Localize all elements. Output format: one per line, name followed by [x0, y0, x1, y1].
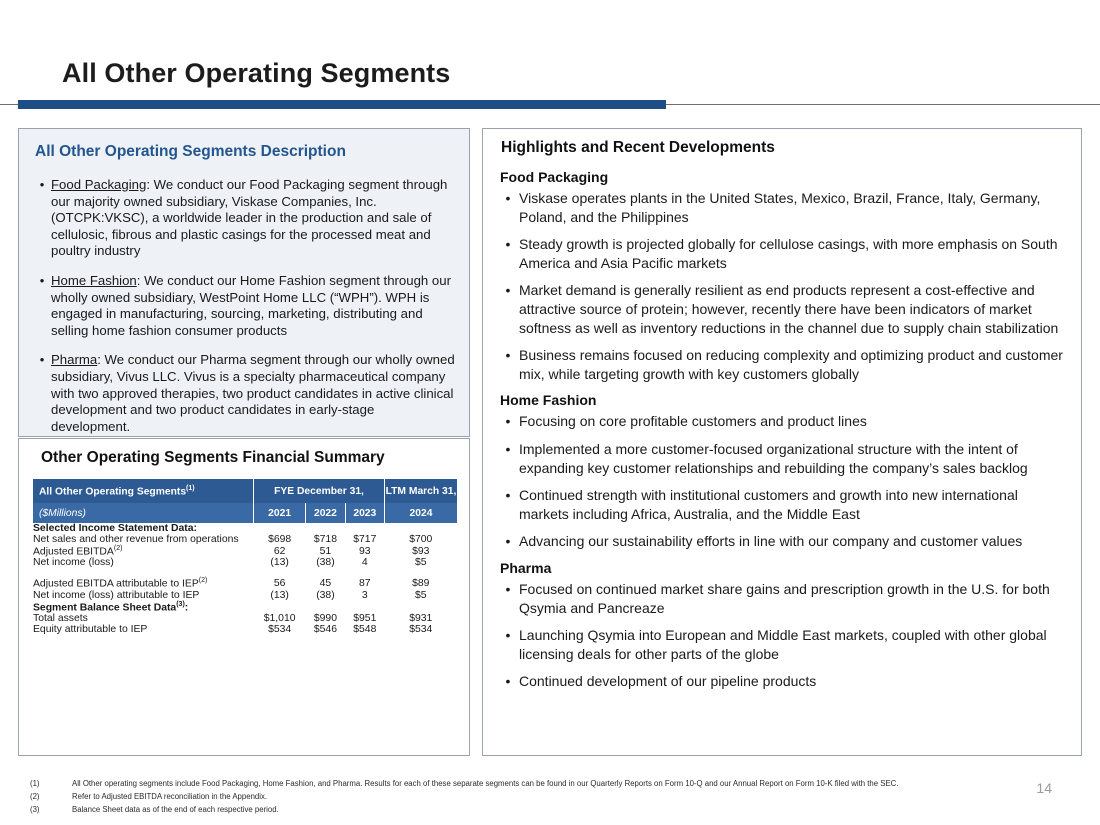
bullet-dot-icon: •: [505, 413, 511, 430]
table-cell-value: 62: [273, 545, 286, 557]
table-cell-value: $698: [268, 534, 292, 545]
table-cell-value: (13): [270, 589, 289, 601]
table-section-row: [33, 601, 457, 613]
bullet-dot-icon: •: [505, 533, 511, 550]
bullet-dot-icon: •: [39, 352, 45, 368]
description-bullet-lead: Home Fashion: [51, 272, 137, 288]
table-cell-ltm-value: $700: [409, 534, 433, 545]
bullet-dot-icon: •: [505, 673, 511, 690]
table-cell-value: 45: [319, 578, 332, 590]
table-cell-value: [345, 568, 384, 577]
title-accent-bar: [18, 100, 666, 109]
highlights-bullet: [497, 580, 1075, 617]
description-bullet-lead: Food Packaging: [51, 177, 147, 192]
table-cell-value: 51: [319, 545, 332, 557]
header-year-2022: 2022: [306, 503, 345, 523]
highlights-heading: Highlights and Recent Developments: [501, 139, 775, 156]
table-cell-ltm-value: $5: [414, 557, 427, 569]
table-row-label: Net sales and other revenue from operations: [33, 534, 239, 545]
table-row: [33, 613, 457, 624]
bullet-dot-icon: •: [505, 487, 511, 504]
highlights-bullet-text: Implemented a more customer-focused organizational structure with the intent of expanding key customer relationships and rebuilding the company’s sales backlog: [519, 440, 1028, 476]
highlights-subheading: Food Packaging: [500, 169, 609, 185]
header-year-ltm-2024: 2024: [385, 503, 458, 523]
table-cell-value: [306, 568, 345, 577]
table-row: [33, 624, 457, 635]
table-section-title: Segment Balance Sheet Data$^{(3)}$:: [33, 600, 189, 614]
header-fye-group: FYE December 31,: [254, 479, 385, 503]
highlights-bullet: [497, 486, 1075, 523]
table-head: [33, 479, 457, 523]
highlights-bullet-text: Advancing our sustainability efforts in line with our company and customer values: [519, 533, 1023, 550]
page-number: 14: [1036, 780, 1052, 796]
financial-summary-panel: [18, 438, 470, 756]
table-cell-value: (38): [316, 557, 335, 569]
highlights-bullet: [497, 440, 1075, 477]
description-bullet: [33, 352, 457, 435]
highlights-content: [497, 165, 1075, 700]
highlights-bullet-text: Focused on continued market share gains and prescription growth in the U.S. for both Qsymia and Pancreaze: [519, 580, 1050, 616]
header-year-2021: 2021: [254, 503, 306, 523]
footnote-2-text: Refer to Adjusted EBITDA reconciliation in the Appendix.: [72, 792, 268, 801]
footnote-3: [30, 804, 1070, 816]
table-cell-value: 4: [361, 557, 368, 569]
table-cell-ltm-value: [385, 568, 458, 577]
description-bullet-lead: Pharma: [51, 352, 98, 368]
table-body: [33, 523, 457, 635]
table-cell-value: [254, 568, 306, 577]
table-row-label: [33, 568, 254, 577]
table-row: [33, 545, 457, 557]
table-section-row: [33, 523, 457, 534]
table-row: [33, 577, 457, 589]
table-header-row-2: [33, 503, 457, 523]
page-title: All Other Operating Segments: [62, 58, 451, 88]
table-row-label: Net income (loss): [33, 557, 114, 569]
bullet-dot-icon: •: [505, 190, 511, 206]
bullet-dot-icon: •: [505, 627, 511, 644]
header-year-2023: 2023: [345, 503, 384, 523]
table-row-label: Adjusted EBITDA attributable to IEP$^{(2)}$: [33, 577, 208, 590]
description-bullet-body: : We conduct our Pharma segment through our wholly owned subsidiary, Vivus LLC. Vivus is a specialty pharmaceutical company with two approved therapies, two product candidates in active clinical development and two product candidates in early-stage development.: [51, 352, 455, 434]
table-cell-ltm-value: $93: [412, 545, 430, 557]
footnote-1-text: All Other operating segments include Food Packaging, Home Fashion, and Pharma. Results for each of these separate segments can be found in our Quarterly Reports on Form 10-Q and our Annual Report on Form 10-K filed with the SEC.: [72, 779, 899, 788]
header-ltm-group: LTM March 31,: [385, 479, 458, 503]
description-panel: [18, 128, 470, 437]
highlights-bullet-text: Continued strength with institutional customers and growth into new international markets including Africa, Australia, and the Middle East: [519, 487, 1018, 522]
footnote-2-marker: (2): [30, 792, 40, 801]
table-cell-ltm-value: $931: [409, 613, 433, 625]
table-header-row-1: [33, 479, 457, 503]
table-cell-value: $534: [268, 624, 292, 636]
table-cell-value: 56: [273, 578, 286, 590]
bullet-dot-icon: •: [39, 272, 45, 288]
table-cell-value: 87: [359, 578, 371, 590]
table-cell-value: 3: [361, 589, 368, 601]
table-cell-value: $718: [313, 534, 337, 545]
table-cell-value: 93: [359, 545, 371, 557]
table-cell-value: $951: [353, 613, 377, 625]
table-cell-value: $546: [313, 624, 337, 636]
highlights-bullet-text: Steady growth is projected globally for cellulose casings, with more emphasis on South America and Asia Pacific markets: [519, 236, 1058, 271]
highlights-panel: [482, 128, 1082, 756]
bullet-dot-icon: •: [505, 236, 511, 253]
description-bullet-list: [33, 177, 457, 448]
highlights-bullet: [497, 346, 1075, 383]
table-row-label: Total assets: [33, 613, 88, 625]
footnote-1: [30, 778, 1070, 790]
highlights-bullet-text: Market demand is generally resilient as end products represent a cost-effective and attractive source of protein; however, recently there have been indicators of market softness as well as inventory reductions in the channel due to supply chain stabilization: [519, 282, 1059, 336]
highlights-bullet: [497, 672, 1075, 691]
table-row: [33, 557, 457, 568]
footnote-3-text: Balance Sheet data as of the end of each respective period.: [72, 805, 279, 814]
bullet-dot-icon: •: [505, 440, 511, 457]
table-cell-ltm-value: $534: [409, 624, 433, 636]
bullet-dot-icon: •: [39, 177, 45, 192]
table-cell-value: (13): [270, 557, 289, 569]
table-row-label: Net income (loss) attributable to IEP: [33, 589, 200, 601]
table-row-label-sup: (2): [113, 545, 123, 552]
footnote-3-marker: (3): [30, 805, 40, 814]
highlights-bullet-text: Continued development of our pipeline products: [519, 673, 817, 690]
table-cell-value: $717: [353, 534, 377, 545]
highlights-bullet: [497, 532, 1075, 551]
table-cell-value: (38): [316, 589, 335, 601]
highlights-bullet: [497, 235, 1075, 272]
highlights-bullet: [497, 189, 1075, 226]
footnote-2: [30, 791, 1070, 803]
bullet-dot-icon: •: [505, 580, 511, 597]
description-bullet-text: [51, 273, 457, 339]
header-units: ($Millions): [33, 503, 254, 523]
highlights-bullet: [497, 626, 1075, 663]
description-heading: All Other Operating Segments Description: [35, 143, 346, 160]
table-spacer-row: [33, 568, 457, 577]
table-cell-value: $990: [313, 613, 337, 625]
table-cell-value: $548: [353, 624, 377, 636]
description-bullet: [33, 273, 457, 339]
highlights-bullet-text: Business remains focused on reducing complexity and optimizing product and customer mix, while targeting growth with key customers globally: [519, 347, 1063, 382]
highlights-bullet: [497, 281, 1075, 337]
table-cell-ltm-value: $89: [412, 578, 430, 590]
financial-summary-heading: Other Operating Segments Financial Summary: [41, 449, 385, 466]
highlights-subheading: Home Fashion: [500, 392, 597, 409]
table-row: [33, 534, 457, 545]
description-bullet-body: : We conduct our Food Packaging segment through our majority owned subsidiary, Viskase Companies, Inc. (OTCPK:VKSC), a worldwide leader in the production and sale of cellulosic, fibrous and plastic casings for the processed meat and poultry industry: [51, 177, 448, 259]
description-bullet-text: [51, 352, 457, 435]
header-segment-label: All Other Operating Segments$^{(1)}$: [33, 479, 254, 503]
table-row: [33, 590, 457, 601]
table-row-label-sup: (2): [198, 577, 208, 585]
footnote-1-marker: (1): [30, 779, 40, 788]
bullet-dot-icon: •: [505, 347, 511, 364]
highlights-bullet-text: Launching Qsymia into European and Middle East markets, coupled with other global licensing deals for other parts of the globe: [519, 627, 1047, 662]
description-bullet-text: [51, 177, 457, 260]
financial-summary-table: [33, 479, 457, 635]
description-bullet: [33, 177, 457, 260]
table-row-label: Equity attributable to IEP: [33, 624, 148, 636]
bullet-dot-icon: •: [505, 282, 511, 299]
highlights-bullet-text: Viskase operates plants in the United States, Mexico, Brazil, France, Italy, Germany, Poland, and the Philippines: [519, 190, 1041, 225]
description-bullet-body: : We conduct our Home Fashion segment through our wholly owned subsidiary, WestPoint Home LLC (“WPH”). WPH is engaged in manufacturing, sourcing, marketing, distributing and selling home fashion consumer products: [51, 272, 451, 338]
table-cell-ltm-value: $5: [414, 589, 427, 601]
table-row-label: Adjusted EBITDA$^{(2)}$: [33, 545, 123, 558]
table-section-title-sup: (3): [176, 600, 185, 608]
highlights-bullet: [497, 412, 1075, 431]
table-section-title: Selected Income Statement Data:: [33, 523, 197, 534]
highlights-bullet-text: Focusing on core profitable customers and product lines: [519, 413, 867, 430]
table-cell-value: $1,010: [263, 613, 296, 625]
highlights-subheading: Pharma: [500, 559, 552, 576]
